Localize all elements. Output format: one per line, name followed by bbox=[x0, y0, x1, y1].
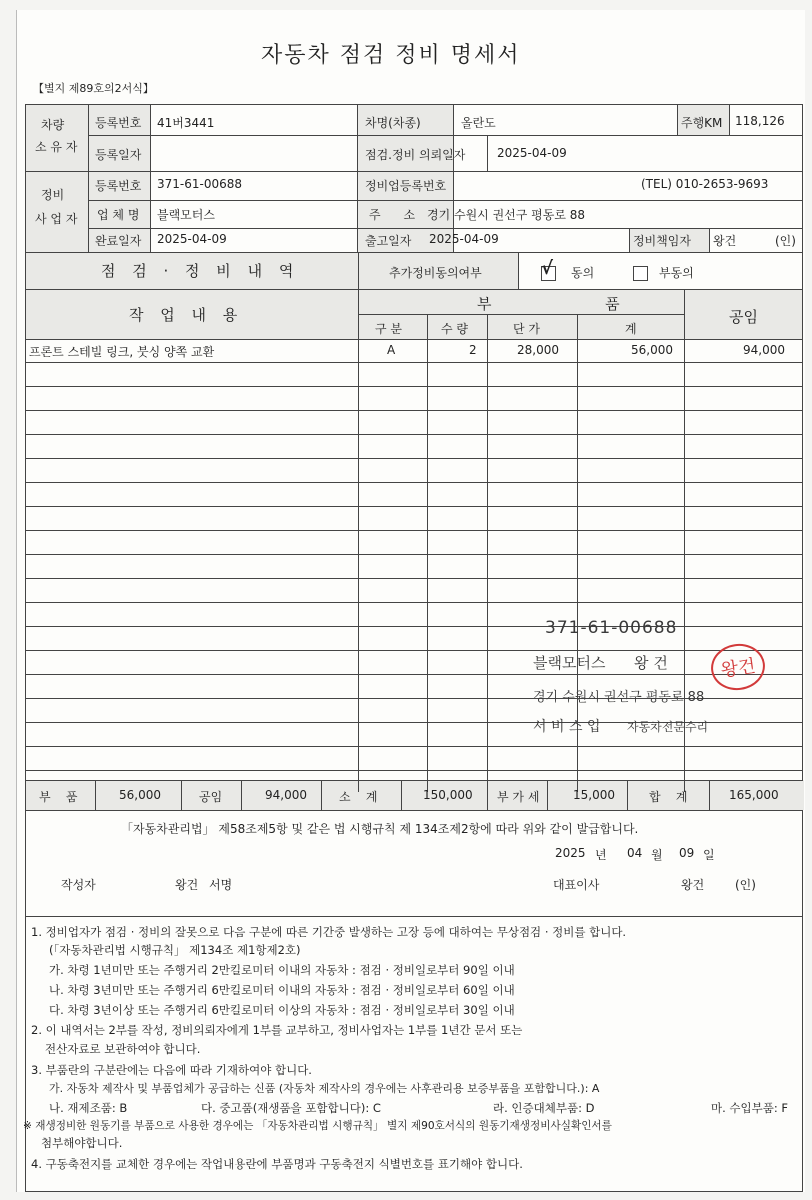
note-line: 1. 정비업자가 점검 · 정비의 잘못으로 다음 구분에 따른 기간중 발생하는 고장 등에 대하여는 무상점검 · 정비를 합니다. bbox=[31, 925, 627, 939]
issue-month-unit: 월 bbox=[651, 848, 663, 862]
agree-label: 동의 bbox=[571, 266, 595, 280]
stamp-addr: 경기 수원시 권선구 평동로 88 bbox=[533, 690, 705, 705]
done-date-label: 완료일자 bbox=[95, 234, 142, 248]
seal-text: 왕건 bbox=[719, 655, 757, 682]
biz-reg-label: 정비업등록번호 bbox=[365, 179, 447, 193]
shop-name: 블랙모터스 bbox=[157, 208, 215, 222]
out-date-label: 출고일자 bbox=[365, 234, 412, 248]
issue-year: 2025 bbox=[555, 846, 586, 860]
model-value: 올란도 bbox=[461, 116, 496, 130]
done-date: 2025-04-09 bbox=[157, 232, 227, 246]
sum-labor: 94,000 bbox=[265, 788, 307, 802]
note-line: 다. 중고품(재생품을 포함합니다): C bbox=[201, 1101, 381, 1115]
check-mark-icon: √ bbox=[541, 258, 554, 279]
form-number: 【별지 제89호의2서식】 bbox=[33, 82, 154, 95]
disagree-checkbox[interactable] bbox=[633, 266, 648, 281]
note-line: 3. 부품란의 구분란에는 다음에 따라 기재하여야 합니다. bbox=[31, 1063, 312, 1077]
sum-labor-label: 공임 bbox=[199, 790, 223, 804]
owner-reg-no: 41버3441 bbox=[157, 116, 215, 130]
shop-reg-no: 371-61-00688 bbox=[157, 177, 243, 191]
shop-label: 정비 bbox=[41, 188, 65, 202]
manager-seal-mark: (인) bbox=[775, 234, 796, 248]
shop-addr-label: 주 소 bbox=[369, 208, 416, 222]
note-line: 2. 이 내역서는 2부를 작성, 정비의뢰자에게 1부를 교부하고, 정비사업자는 1부를 1년간 문서 또는 bbox=[31, 1023, 523, 1037]
sign-label: 서명 bbox=[209, 878, 233, 892]
shop-tel: (TEL) 010-2653-9693 bbox=[641, 177, 769, 191]
stamp-biz-item: 자동차전문수리 bbox=[627, 720, 709, 734]
note-line: 전산자료로 보관하여야 합니다. bbox=[45, 1042, 201, 1056]
km-value: 118,126 bbox=[735, 114, 785, 128]
note-line: 나. 차령 3년미만 또는 주행거리 6만킬로미터 이내의 자동차 : 점검 · 정비일로부터 60일 이내 bbox=[49, 983, 515, 997]
stamp-biz-type: 서 비 스 업 bbox=[533, 719, 601, 735]
stamp-reg-no: 371-61-00688 bbox=[545, 618, 678, 638]
work-section-title: 점 검 · 정 비 내 역 bbox=[101, 262, 300, 280]
sum-subtotal-label: 소 계 bbox=[339, 790, 378, 804]
ceo-label: 대표이사 bbox=[553, 878, 600, 892]
row-qty: 2 bbox=[469, 343, 477, 357]
note-line: ※ 재생정비한 원동기를 부품으로 사용한 경우에는 「자동차관리법 시행규칙」 별지 제90호서식의 원동기재생정비사실확인서를 bbox=[23, 1120, 612, 1132]
note-line: 가. 차령 1년미만 또는 주행거리 2만킬로미터 이내의 자동차 : 점검 · 정비일로부터 90일 이내 bbox=[49, 963, 515, 977]
note-line: (「자동차관리법 시행규칙」 제134조 제1항제2호) bbox=[49, 943, 301, 957]
row-labor: 94,000 bbox=[743, 343, 785, 357]
row-total: 56,000 bbox=[631, 343, 673, 357]
row-unit: 28,000 bbox=[517, 343, 559, 357]
issue-day-unit: 일 bbox=[703, 848, 715, 862]
sum-vat-label: 부 가 세 bbox=[497, 790, 540, 804]
work-header: 작 업 내 용 bbox=[129, 306, 244, 324]
labor-header: 공임 bbox=[729, 308, 758, 326]
owner-reg-date-label: 등록일자 bbox=[95, 148, 142, 162]
page-title: 자동차 점검 정비 명세서 bbox=[261, 43, 521, 68]
owner-label: 차량 bbox=[41, 118, 65, 132]
shop-label-2: 사 업 자 bbox=[35, 212, 78, 226]
note-line: 4. 구동축전지를 교체한 경우에는 작업내용란에 부품명과 구동축전지 식별번호를 표기해야 합니다. bbox=[31, 1157, 523, 1171]
col-total: 계 bbox=[625, 322, 637, 336]
owner-label-2: 소 유 자 bbox=[35, 140, 78, 154]
row-work: 프론트 스테빌 링크, 붓싱 양쪽 교환 bbox=[29, 345, 215, 359]
manager-name: 왕건 bbox=[713, 234, 737, 248]
writer-name: 왕건 bbox=[175, 878, 199, 892]
shop-reg-no-label: 등록번호 bbox=[95, 179, 142, 193]
manager-label: 정비책임자 bbox=[633, 234, 691, 248]
issue-statement: 「자동차관리법」 제58조제5항 및 같은 법 시행규칙 제 134조제2항에 따라 위와 같이 발급합니다. bbox=[121, 822, 639, 836]
writer-label: 작성자 bbox=[61, 878, 96, 892]
ceo-seal-mark: (인) bbox=[735, 878, 756, 892]
model-label: 차명(차종) bbox=[365, 116, 421, 130]
note-line: 첨부해야합니다. bbox=[41, 1136, 123, 1150]
note-line: 나. 재제조품: B bbox=[49, 1101, 128, 1115]
issue-month: 04 bbox=[627, 846, 643, 860]
sum-total: 165,000 bbox=[729, 788, 779, 802]
sum-subtotal: 150,000 bbox=[423, 788, 473, 802]
parts-header: 부 품 bbox=[477, 295, 626, 313]
col-qty: 수 량 bbox=[441, 322, 468, 336]
note-line: 마. 수입부품: F bbox=[711, 1101, 789, 1115]
owner-reg-no-label: 등록번호 bbox=[95, 116, 142, 130]
km-label: 주행KM bbox=[681, 116, 723, 130]
note-line: 가. 자동차 제작사 및 부품업체가 공급하는 신품 (자동차 제작사의 경우에는 사후관리용 보증부품을 포함합니다.): A bbox=[49, 1082, 600, 1095]
sum-parts-label: 부 품 bbox=[39, 790, 78, 804]
issue-day: 09 bbox=[679, 846, 695, 860]
ceo-name: 왕건 bbox=[681, 878, 705, 892]
note-line: 다. 차령 3년이상 또는 주행거리 6만킬로미터 이상의 자동차 : 점검 · 정비일로부터 30일 이내 bbox=[49, 1003, 515, 1017]
issue-year-unit: 년 bbox=[595, 848, 607, 862]
row-type: A bbox=[387, 343, 396, 357]
request-date-label: 점검.정비 의뢰일자 bbox=[365, 148, 466, 162]
consent-label: 추가정비동의여부 bbox=[389, 266, 482, 280]
out-date: 2025-04-09 bbox=[429, 232, 499, 246]
col-type: 구 분 bbox=[375, 322, 402, 336]
sum-total-label: 합 계 bbox=[649, 790, 688, 804]
shop-addr: 경기 수원시 권선구 평동로 88 bbox=[427, 208, 586, 222]
request-date: 2025-04-09 bbox=[497, 146, 567, 160]
stamp-name-line: 블랙모터스 왕 건 bbox=[533, 654, 668, 672]
col-unit: 단 가 bbox=[513, 322, 540, 336]
shop-name-label: 업 체 명 bbox=[97, 208, 140, 222]
sum-vat: 15,000 bbox=[573, 788, 615, 802]
note-line: 라. 인증대체부품: D bbox=[493, 1101, 595, 1115]
disagree-label: 부동의 bbox=[659, 266, 694, 280]
sum-parts: 56,000 bbox=[119, 788, 161, 802]
form-sheet bbox=[16, 10, 805, 1192]
